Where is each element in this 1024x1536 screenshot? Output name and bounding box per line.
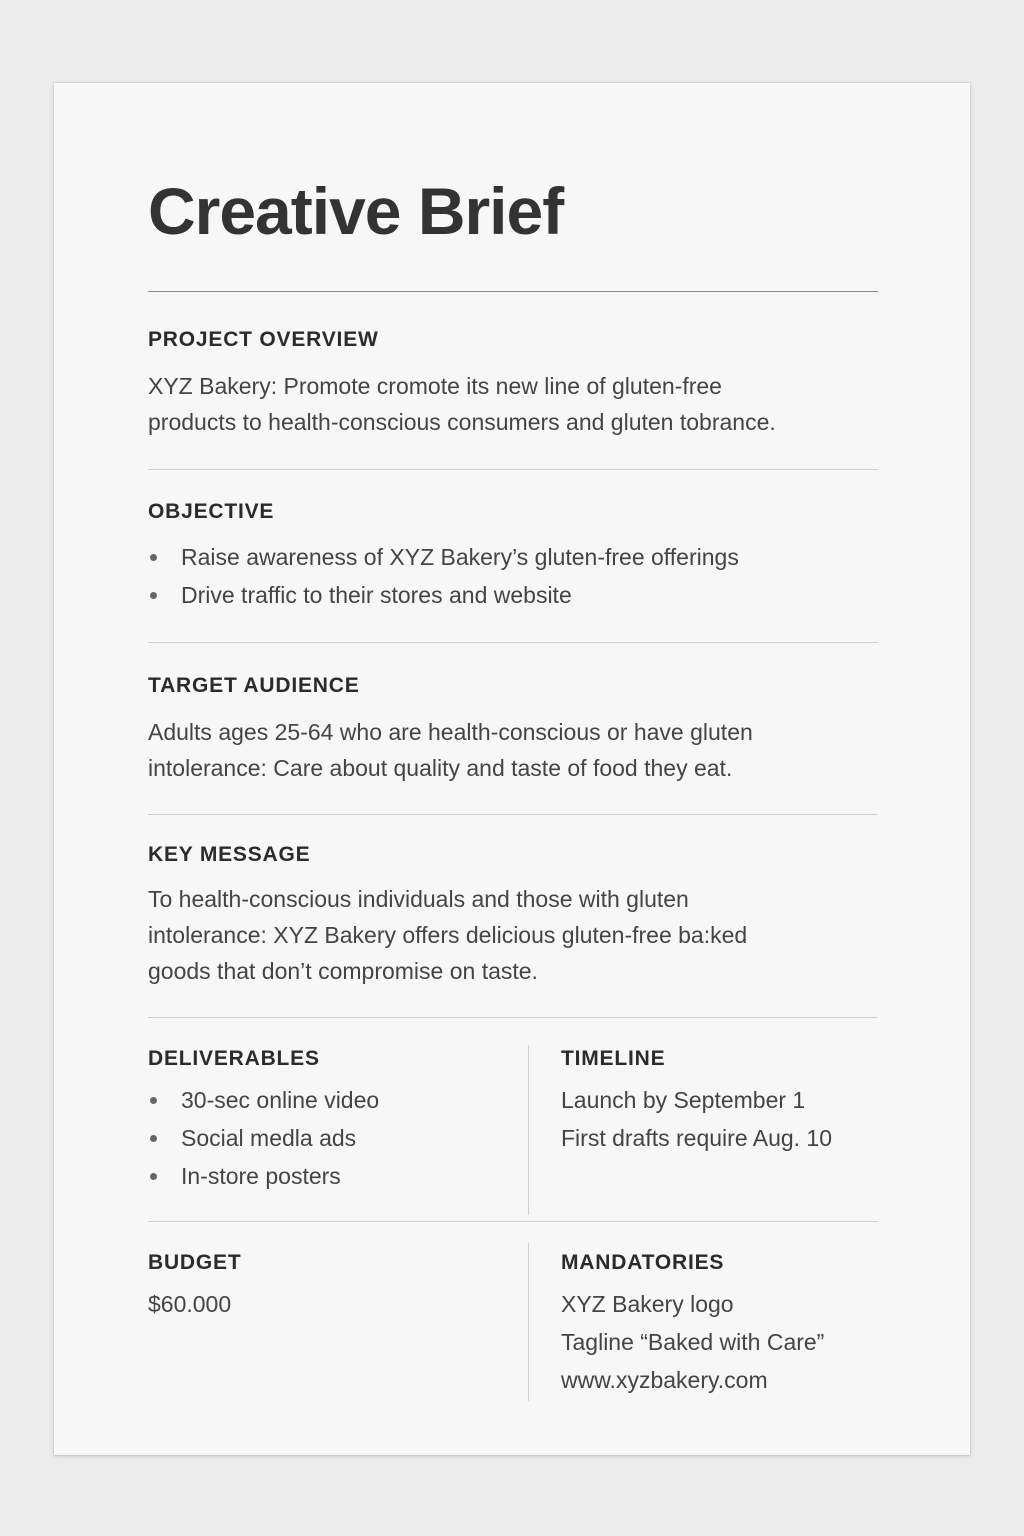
audience-line: Adults ages 25-64 who are health-conscious or have gluten	[148, 719, 753, 745]
section-key-message	[148, 841, 878, 989]
section-label: TARGET AUDIENCE	[148, 674, 360, 697]
list-item: 30-sec online video	[148, 1081, 518, 1119]
brief-page	[54, 83, 970, 1455]
section-label: PROJECT OVERVIEW	[148, 328, 379, 351]
section-divider	[148, 1017, 878, 1018]
section-label: DELIVERABLES	[148, 1047, 320, 1070]
section-divider	[148, 1221, 878, 1222]
section-objective	[148, 498, 878, 614]
audience-line: intolerance: Care about quality and taste of food they eat.	[148, 755, 733, 781]
section-divider	[148, 642, 878, 643]
list-item: In-store posters	[148, 1157, 518, 1195]
section-label: TIMELINE	[561, 1047, 666, 1070]
section-timeline	[561, 1045, 881, 1157]
key-message-line: intolerance: XYZ Bakery offers delicious gluten-free ba:ked	[148, 922, 748, 948]
key-message-line: To health-conscious individuals and those with gluten	[148, 886, 689, 912]
mandatory-line: XYZ Bakery logo	[561, 1291, 734, 1317]
section-target-audience	[148, 672, 878, 786]
mandatory-line: Tagline “Baked with Care”	[561, 1329, 825, 1355]
column-divider	[528, 1243, 529, 1401]
timeline-line: First drafts require Aug. 10	[561, 1125, 833, 1151]
budget-value: $60.000	[148, 1291, 232, 1317]
section-budget	[148, 1249, 518, 1323]
deliverables-list	[148, 1081, 518, 1195]
objective-list	[148, 538, 878, 614]
section-divider	[148, 814, 878, 815]
overview-line: XYZ Bakery: Promote cromote its new line of gluten-free	[148, 373, 722, 399]
title-divider	[148, 291, 878, 292]
key-message-line: goods that don’t compromise on taste.	[148, 958, 538, 984]
section-divider	[148, 469, 878, 470]
list-item: Drive traffic to their stores and website	[148, 576, 878, 614]
section-project-overview	[148, 326, 878, 440]
list-item: Raise awareness of XYZ Bakery’s gluten-free offerings	[148, 538, 878, 576]
column-divider	[528, 1045, 529, 1215]
timeline-line: Launch by September 1	[561, 1087, 806, 1113]
overview-line: products to health-conscious consumers and gluten tobrance.	[148, 409, 776, 435]
section-label: KEY MESSAGE	[148, 843, 311, 866]
section-label: BUDGET	[148, 1251, 242, 1274]
list-item: Social medla ads	[148, 1119, 518, 1157]
section-mandatories	[561, 1249, 881, 1399]
section-deliverables	[148, 1045, 518, 1195]
section-label: OBJECTIVE	[148, 500, 275, 523]
section-label: MANDATORIES	[561, 1251, 725, 1274]
mandatory-line: www.xyzbakery.com	[561, 1367, 768, 1393]
page-title: Creative Brief	[148, 174, 564, 248]
